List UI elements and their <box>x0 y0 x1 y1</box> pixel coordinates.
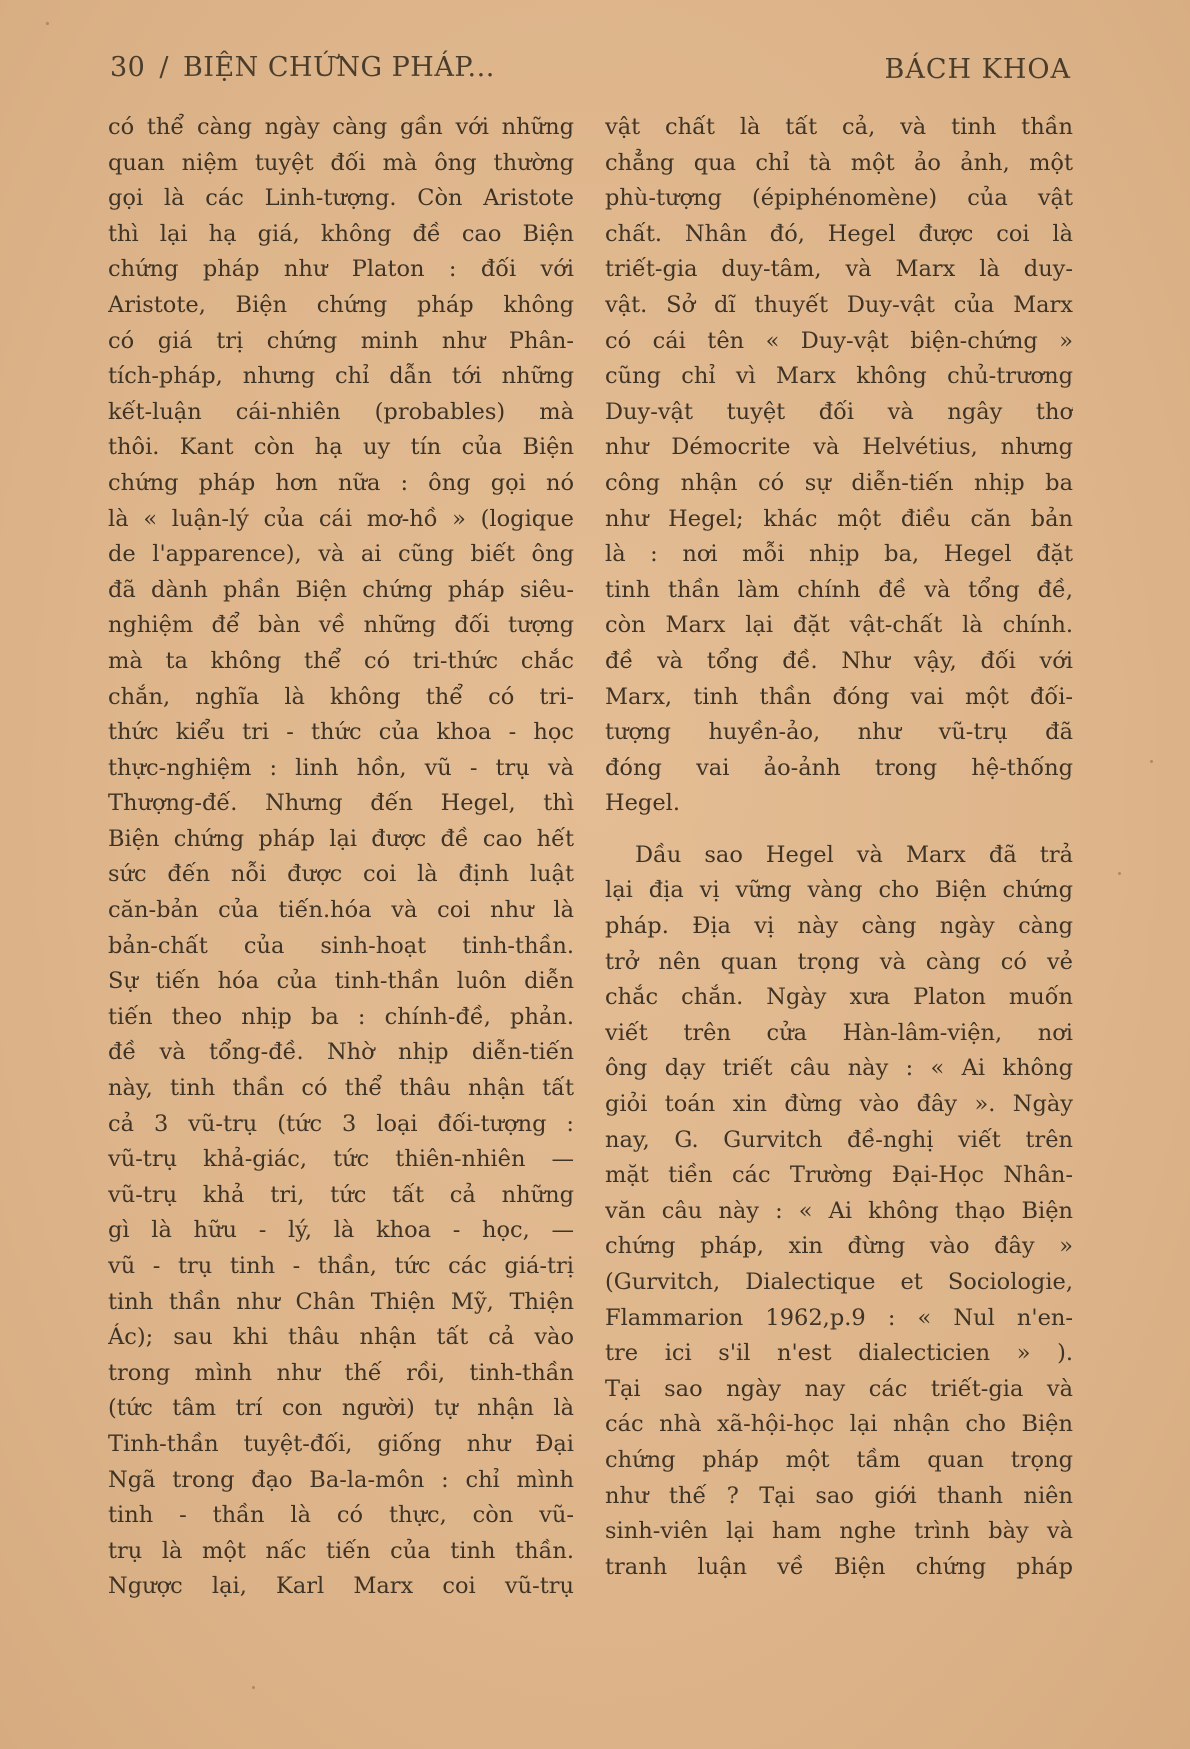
text-line: tranh luận về Biện chứng pháp <box>605 1553 1073 1580</box>
text-line: ông dạy triết câu này : « Ai không <box>605 1055 1073 1082</box>
text-line: lại địa vị vững vàng cho Biện chứng <box>605 877 1073 904</box>
text-line: chứng pháp hơn nữa : ông gọi nó <box>108 469 574 496</box>
text-line: Duy-vật tuyệt đối và ngây thơ <box>605 398 1073 425</box>
page-header <box>110 52 1075 92</box>
text-line: nay, G. Gurvitch đề-nghị viết trên <box>605 1126 1073 1153</box>
text-line: vật. Sở dĩ thuyết Duy-vật của Marx <box>605 291 1073 318</box>
text-line: trở nên quan trọng và càng có vẻ <box>605 948 1073 975</box>
text-line: có cái tên « Duy-vật biện-chứng » <box>605 327 1073 354</box>
text-line: công nhận có sự diễn-tiến nhịp ba <box>605 469 1073 496</box>
paper-speck <box>1118 872 1121 875</box>
text-line: vũ - trụ tinh - thần, tức các giá-trị <box>108 1253 574 1279</box>
text-line: Tại sao ngày nay các triết-gia và <box>605 1375 1073 1402</box>
text-line: đã dành phần Biện chứng pháp siêu- <box>108 576 574 603</box>
text-line: mà ta không thể có tri-thức chắc <box>108 647 574 674</box>
text-line: pháp. Địa vị này càng ngày càng <box>605 913 1073 940</box>
header-separator: / <box>159 52 169 83</box>
text-line: Biện chứng pháp lại được đề cao hết <box>108 825 574 852</box>
text-line: như thế ? Tại sao giới thanh niên <box>605 1482 1073 1509</box>
text-line: vật chất là tất cả, và tinh thần <box>605 114 1073 140</box>
text-line: Thượng-đế. Nhưng đến Hegel, thì <box>108 790 574 817</box>
text-line: gì là hữu - lý, là khoa - học, — <box>108 1217 574 1244</box>
text-line: nghiệm để bàn về những đối tượng <box>108 612 574 639</box>
text-line: Sự tiến hóa của tinh-thần luôn diễn <box>108 968 574 995</box>
text-line: trụ là một nấc tiến của tinh thần. <box>108 1537 574 1564</box>
text-line: là : nơi mỗi nhịp ba, Hegel đặt <box>605 541 1073 568</box>
text-line: như Hegel; khác một điều căn bản <box>605 505 1073 532</box>
running-head <box>110 52 495 83</box>
page-number: 30 <box>110 52 146 83</box>
paragraph-hegel-marx <box>605 110 1073 822</box>
paper-speck <box>252 1686 255 1689</box>
text-line: tượng huyền-ảo, như vũ-trụ đã <box>605 719 1073 746</box>
text-line: Tinh-thần tuyệt-đối, giống như Đại <box>108 1430 574 1457</box>
text-line: Hegel. <box>605 790 681 817</box>
text-line: thực-nghiệm : linh hồn, vũ - trụ và <box>108 754 574 781</box>
text-line: de l'apparence), và ai cũng biết ông <box>108 541 574 568</box>
paper-speck <box>1150 760 1153 763</box>
text-line: kết-luận cái-nhiên (probables) mà <box>108 398 574 425</box>
paragraph-dialectic-status <box>605 838 1073 1585</box>
text-line: tinh thần như Chân Thiện Mỹ, Thiện <box>108 1288 574 1315</box>
text-line: cả 3 vũ-trụ (tức 3 loại đối-tượng : <box>108 1110 574 1137</box>
text-line: giỏi toán xin đừng vào đây ». Ngày <box>605 1091 1073 1118</box>
text-line: Flammarion 1962,p.9 : « Nul n'en- <box>605 1304 1073 1331</box>
text-line: chắn, nghĩa là không thể có tri- <box>108 683 574 710</box>
text-line: viết trên cửa Hàn-lâm-viện, nơi <box>605 1019 1073 1046</box>
text-line: có giá trị chứng minh như Phân- <box>108 327 574 354</box>
text-line: chắc chắn. Ngày xưa Platon muốn <box>605 984 1073 1011</box>
text-line: Marx, tinh thần đóng vai một đối- <box>605 683 1073 710</box>
text-line: tinh thần làm chính đề và tổng đề, <box>605 576 1073 603</box>
text-line: Ác); sau khi thâu nhận tất cả vào <box>108 1324 574 1351</box>
text-line: tinh - thần là có thực, còn vũ- <box>108 1502 574 1529</box>
text-line: cũng chỉ vì Marx không chủ-trương <box>605 363 1073 390</box>
article-title: BIỆN CHỨNG PHÁP... <box>182 52 495 83</box>
text-line: Ngược lại, Karl Marx coi vũ-trụ <box>108 1573 574 1600</box>
text-line: có thể càng ngày càng gần với những <box>108 114 574 140</box>
text-line: chứng pháp, xin đừng vào đây » <box>605 1233 1073 1260</box>
text-line: tre ici s'il n'est dialecticien » ). <box>605 1340 1073 1367</box>
text-line: chất. Nhân đó, Hegel được coi là <box>605 220 1073 247</box>
text-line: đề và tổng-đề. Nhờ nhịp diễn-tiến <box>108 1039 574 1066</box>
text-line: đóng vai ảo-ảnh trong hệ-thống <box>605 754 1073 781</box>
text-line: gọi là các Linh-tượng. Còn Aristote <box>108 185 574 212</box>
text-line: sinh-viên lại ham nghe trình bày và <box>605 1518 1073 1545</box>
text-line: tiến theo nhịp ba : chính-đề, phản. <box>108 1003 574 1030</box>
right-column <box>605 110 1073 1585</box>
text-line: Ngã trong đạo Ba-la-môn : chỉ mình <box>108 1466 574 1493</box>
paragraph-gap <box>605 822 1073 838</box>
text-line: phù-tượng (épiphénomène) của vật <box>605 185 1073 212</box>
text-line: căn-bản của tiến.hóa và coi như là <box>108 897 574 924</box>
text-line: này, tinh thần có thể thâu nhận tất <box>108 1075 574 1102</box>
text-line: (tức tâm trí con người) tự nhận là <box>108 1395 574 1422</box>
text-line: chứng pháp như Platon : đối với <box>108 256 574 283</box>
text-line: Dầu sao Hegel và Marx đã trả <box>635 841 1073 868</box>
text-line: thì lại hạ giá, không đề cao Biện <box>108 220 574 247</box>
text-line: trong mình như thế rồi, tinh-thần <box>108 1359 574 1386</box>
text-line: thôi. Kant còn hạ uy tín của Biện <box>108 434 574 461</box>
text-line: đề và tổng đề. Như vậy, đối với <box>605 647 1073 674</box>
text-line: chẳng qua chỉ tà một ảo ảnh, một <box>605 149 1073 176</box>
text-line: các nhà xã-hội-học lại nhận cho Biện <box>605 1411 1073 1438</box>
text-line: văn câu này : « Ai không thạo Biện <box>605 1197 1073 1224</box>
text-line: quan niệm tuyệt đối mà ông thường <box>108 149 574 176</box>
left-column <box>108 110 574 1605</box>
text-line: chứng pháp một tầm quan trọng <box>605 1446 1073 1473</box>
text-line: thức kiểu tri - thức của khoa - học <box>108 719 574 746</box>
text-line: là « luận-lý của cái mơ-hồ » (logique <box>108 505 574 532</box>
paper-speck <box>46 22 49 25</box>
text-line: vũ-trụ khả-giác, tức thiên-nhiên — <box>108 1146 574 1173</box>
text-line: còn Marx lại đặt vật-chất là chính. <box>605 612 1073 639</box>
text-line: tích-pháp, nhưng chỉ dẫn tới những <box>108 363 574 390</box>
text-line: bản-chất của sinh-hoạt tinh-thần. <box>108 932 574 959</box>
text-line: Aristote, Biện chứng pháp không <box>108 291 574 318</box>
text-line: như Démocrite và Helvétius, nhưng <box>605 434 1073 461</box>
text-line: sức đến nỗi được coi là định luật <box>108 861 574 888</box>
magazine-name: BÁCH KHOA <box>884 54 1071 85</box>
text-line: vũ-trụ khả tri, tức tất cả những <box>108 1181 574 1208</box>
text-line: (Gurvitch, Dialectique et Sociologie, <box>605 1269 1073 1295</box>
text-line: mặt tiền các Trường Đại-Học Nhân- <box>605 1162 1073 1189</box>
text-line: triết-gia duy-tâm, và Marx là duy- <box>605 256 1073 283</box>
